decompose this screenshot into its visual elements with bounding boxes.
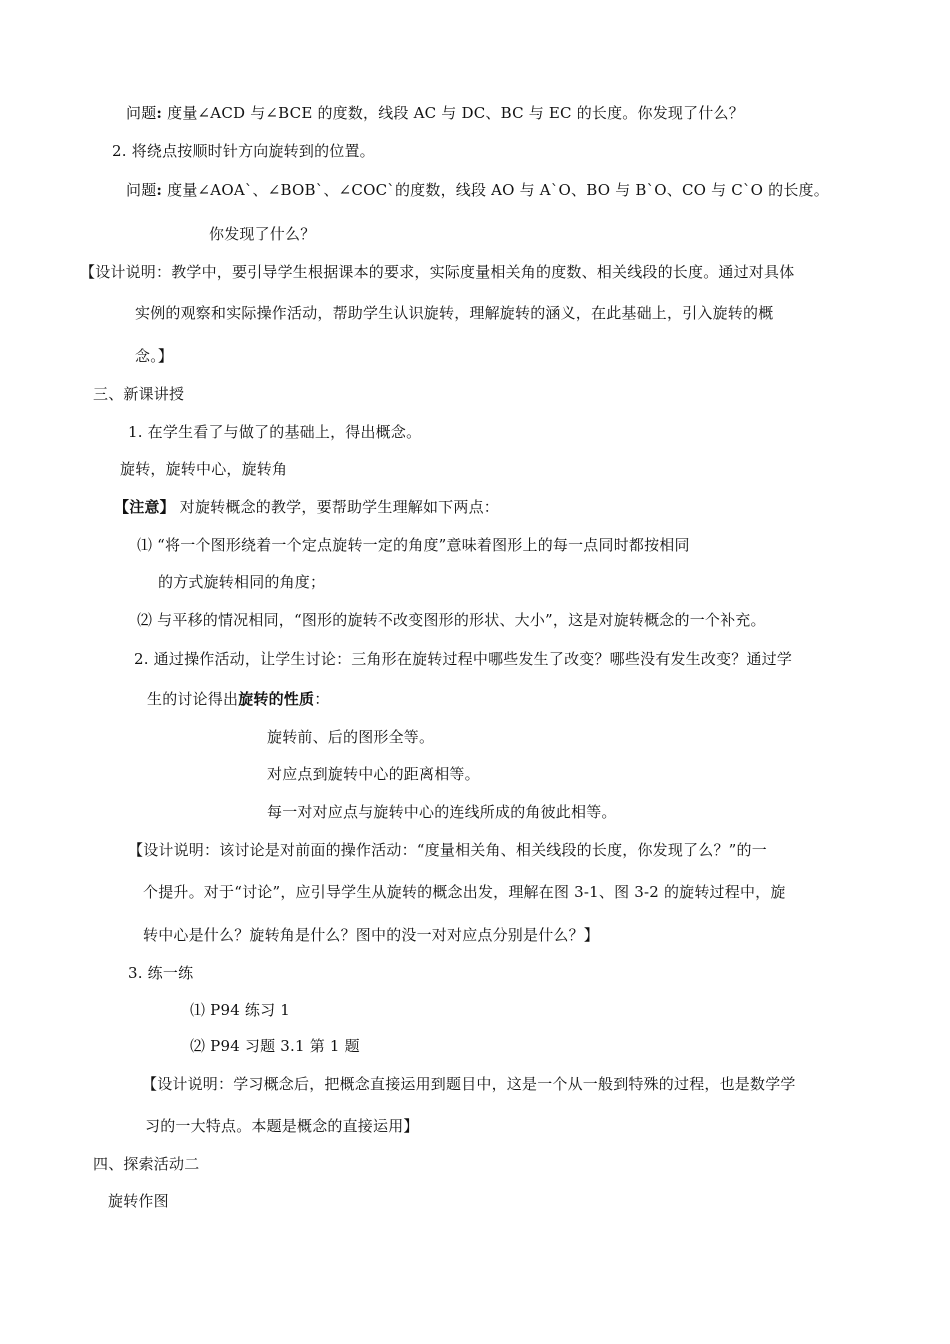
design-note-2-line-2: 个提升。对于“讨论”，应引导学生从旋转的概念出发，理解在图 3-1、图 3-2 的旋转过程中，旋: [143, 883, 786, 901]
item-1-line: 1. 在学生看了与做了的基础上，得出概念。: [128, 423, 422, 441]
question-text: 度量∠ACD 与∠BCE 的度数，线段 AC 与 DC、BC 与 EC 的长度。你发现了什么？: [162, 104, 744, 122]
question-text: 度量∠AOA`、∠BOB`、∠COC`的度数，线段 AO 与 A`O、BO 与 B`O、CO 与 C`O 的长度。: [162, 181, 829, 199]
design-note-3-line-2: 习的一大特点。本题是概念的直接运用】: [145, 1117, 419, 1135]
exercise-1: ⑴ P94 练习 1: [190, 1001, 291, 1019]
question-line-2: [126, 180, 829, 200]
item-3-line: 3. 练一练: [128, 964, 194, 982]
design-note-1-line-2: 实例的观察和实际操作活动，帮助学生认识旋转，理解旋转的涵义，在此基础上，引入旋转的概: [135, 304, 774, 322]
step-2-line: 2. 将绕点按顺时针方向旋转到的位置。: [112, 142, 375, 160]
property-1: 旋转前、后的图形全等。: [267, 728, 435, 746]
property-2: 对应点到旋转中心的距离相等。: [267, 765, 480, 783]
property-3: 每一对对应点与旋转中心的连线所成的角彼此相等。: [267, 803, 617, 821]
design-note-3-line-1: 【设计说明：学习概念后，把概念直接运用到题目中，这是一个从一般到特殊的过程，也是数学学: [142, 1075, 796, 1093]
question-line-1: [126, 103, 744, 123]
concept-terms: 旋转，旋转中心，旋转角: [120, 460, 288, 478]
exercise-2: ⑵ P94 习题 3.1 第 1 题: [190, 1037, 360, 1055]
notice-point-1-line-1: ⑴ “将一个图形绕着一个定点旋转一定的角度”意味着图形上的每一点同时都按相同: [137, 536, 690, 554]
notice-line: [114, 497, 499, 517]
question-colon: :: [156, 104, 163, 122]
design-note-1-line-3: 念。】: [135, 347, 174, 365]
rotation-drawing-label: 旋转作图: [108, 1192, 169, 1210]
notice-point-2: ⑵ 与平移的情况相同，“图形的旋转不改变图形的形状、大小”，这是对旋转概念的一个补充。: [137, 611, 766, 629]
question-line-2-cont: 你发现了什么？: [209, 225, 316, 243]
notice-label: 【注意】: [114, 498, 175, 516]
item-2-line-1: 2. 通过操作活动，让学生讨论：三角形在旋转过程中哪些发生了改变？哪些没有发生改变？通过学: [134, 650, 793, 668]
rotation-properties-heading: 旋转的性质: [238, 690, 315, 708]
question-label: 问题: [126, 104, 157, 122]
question-colon: :: [156, 181, 163, 199]
notice-text: 对旋转概念的教学，要帮助学生理解如下两点：: [174, 498, 499, 516]
question-label: 问题: [126, 181, 157, 199]
design-note-2-line-3: 转中心是什么？旋转角是什么？图中的没一对对应点分别是什么？】: [143, 926, 600, 944]
item-2-line-2: [147, 689, 329, 709]
design-note-1-line-1: 【设计说明：教学中，要引导学生根据课本的要求，实际度量相关角的度数、相关线段的长度。通过对具体: [80, 263, 795, 281]
section-heading-3: 三、新课讲授: [93, 385, 185, 403]
item-2-colon: ：: [314, 690, 330, 708]
item-2-text: 生的讨论得出: [147, 690, 239, 708]
design-note-2-line-1: 【设计说明：该讨论是对前面的操作活动：“度量相关角、相关线段的长度，你发现了么？”的一: [128, 841, 767, 859]
section-heading-4: 四、探索活动二: [93, 1155, 200, 1173]
notice-point-1-line-2: 的方式旋转相同的角度；: [158, 573, 326, 591]
